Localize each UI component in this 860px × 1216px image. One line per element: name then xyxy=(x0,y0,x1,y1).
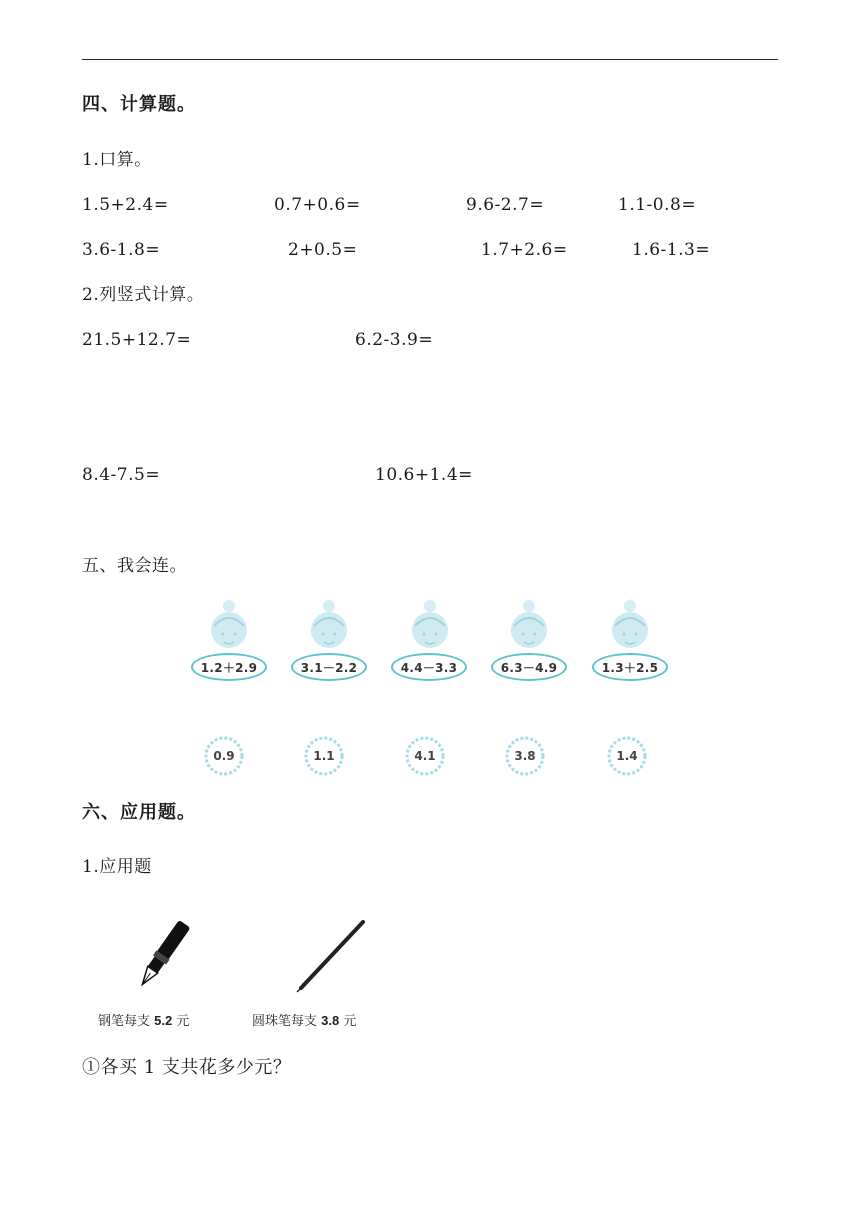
vertical-problem: 8.4-7.5= xyxy=(82,465,161,485)
oral-problem: 3.6-1.8= xyxy=(82,240,161,260)
oral-problem: 1.6-1.3= xyxy=(632,240,711,260)
girl-icon xyxy=(605,596,655,658)
fountain-pen-icon xyxy=(128,915,198,995)
ballpoint-pen-caption xyxy=(252,1010,356,1029)
answer-flower xyxy=(403,734,447,778)
item-price: 3.8 xyxy=(321,1013,340,1028)
girl-icon xyxy=(405,596,455,658)
answer-flower xyxy=(605,734,649,778)
answer-label: 1.1 xyxy=(313,749,335,763)
item-price: 5.2 xyxy=(154,1013,173,1028)
expression-oval: 6.3－4.9 xyxy=(491,653,567,681)
oral-problem: 1.7+2.6= xyxy=(481,240,568,260)
answer-label: 3.8 xyxy=(514,749,536,763)
expression-oval: 4.4－3.3 xyxy=(391,653,467,681)
oral-problem: 0.7+0.6= xyxy=(274,195,361,215)
fountain-pen-caption xyxy=(98,1010,189,1029)
answer-label: 0.9 xyxy=(213,749,235,763)
girl-icon xyxy=(304,596,354,658)
girl-icon xyxy=(504,596,554,658)
section-title-matching: 五、我会连。 xyxy=(82,556,187,576)
answer-label: 4.1 xyxy=(414,749,436,763)
girl-icon xyxy=(204,596,254,658)
section-title-word-problems: 六、应用题。 xyxy=(82,802,196,823)
word-problem-label: 1.应用题 xyxy=(82,857,152,877)
answer-label: 1.4 xyxy=(616,749,638,763)
item-unit: 元 xyxy=(176,1014,190,1029)
oral-problem: 1.1-0.8= xyxy=(618,195,697,215)
answer-flower xyxy=(202,734,246,778)
oral-problem: 1.5+2.4= xyxy=(82,195,169,215)
answer-flower xyxy=(503,734,547,778)
ballpoint-pen-icon xyxy=(293,918,368,993)
item-name: 圆珠笔每支 xyxy=(252,1014,318,1029)
vertical-problem: 21.5+12.7= xyxy=(82,330,192,350)
vertical-problem: 6.2-3.9= xyxy=(355,330,434,350)
answer-flower xyxy=(302,734,346,778)
section-title-calculation: 四、计算题。 xyxy=(82,94,196,115)
word-problem-question: ①各买 1 支共花多少元？ xyxy=(82,1057,292,1078)
item-unit: 元 xyxy=(343,1014,357,1029)
expression-oval: 1.3＋2.5 xyxy=(592,653,668,681)
item-name: 钢笔每支 xyxy=(98,1014,151,1029)
expression-oval: 3.1－2.2 xyxy=(291,653,367,681)
oral-calc-label: 1.口算。 xyxy=(82,150,152,170)
vertical-calc-label: 2.列竖式计算。 xyxy=(82,285,205,305)
oral-problem: 9.6-2.7= xyxy=(466,195,545,215)
oral-problem: 2+0.5= xyxy=(288,240,358,260)
vertical-problem: 10.6+1.4= xyxy=(375,465,473,485)
header-rule xyxy=(82,59,778,60)
expression-oval: 1.2＋2.9 xyxy=(191,653,267,681)
